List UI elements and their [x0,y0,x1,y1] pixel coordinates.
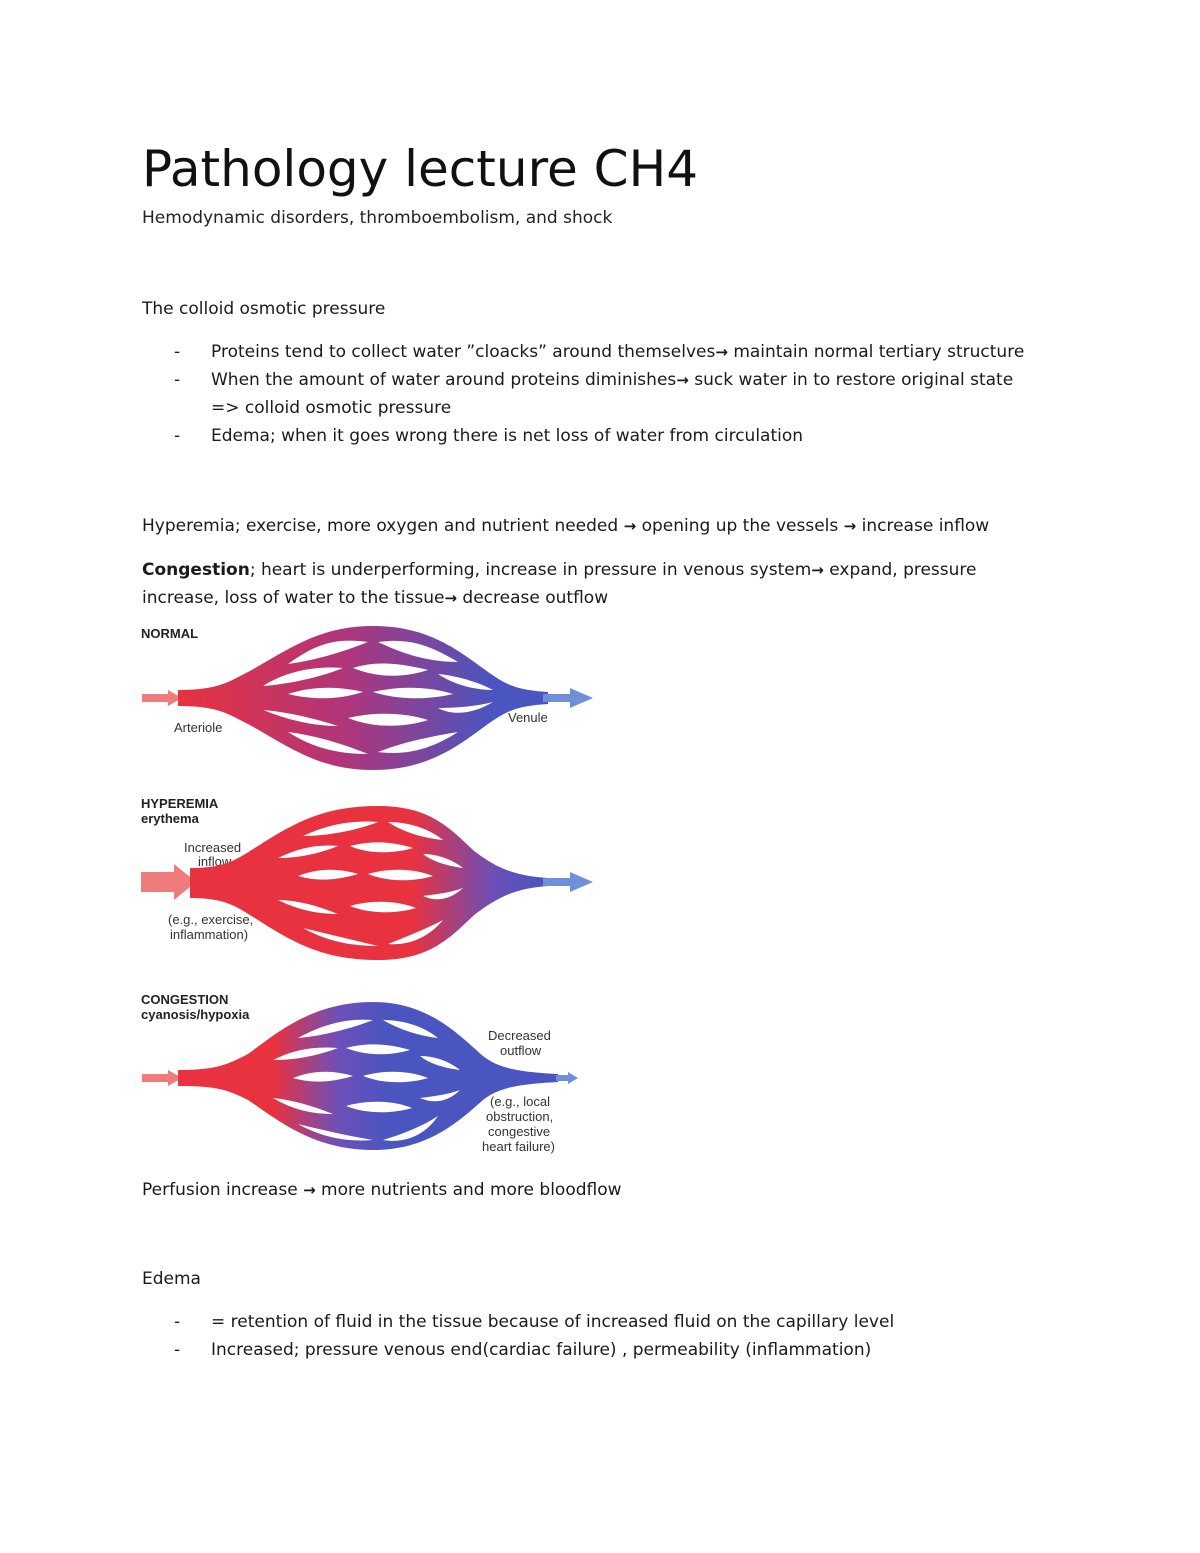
congestion-cause-label-4: heart failure) [482,1139,555,1154]
document-title: Pathology lecture CH4 [142,140,699,198]
normal-panel [141,626,593,770]
outflow-arrow-icon [556,1072,578,1084]
arrow-icon: → [444,589,458,607]
bullet-text: = retention of fluid in the tissue because of increased fluid on the capillary level [211,1312,895,1332]
decreased-outflow-label-1: Decreased [488,1028,551,1043]
congestion-cause-label-1: (e.g., local [490,1094,550,1109]
venule-label: Venule [508,710,548,725]
decreased-outflow-label-2: outflow [500,1043,542,1058]
document-subtitle: Hemodynamic disorders, thromboembolism, and shock [142,208,613,228]
bullet-text: Edema; when it goes wrong there is net loss of water from circulation [211,426,804,446]
bullet-dash: - [174,370,181,390]
inflow-arrow-icon [141,864,196,900]
bullet-dash: - [174,1312,181,1332]
vascular-flow-diagram [138,620,608,1160]
congestion-subtitle: cyanosis/hypoxia [141,1007,250,1022]
arrow-icon: → [715,343,728,361]
perfusion-paragraph: Perfusion increase → more nutrients and more bloodflow [142,1180,622,1200]
arteriole-label: Arteriole [174,720,223,735]
arrow-icon: → [676,371,689,389]
bullet-dash: - [174,1340,181,1360]
congestion-title: CONGESTION [141,992,229,1007]
arrow-icon: → [303,1181,316,1199]
congestion-paragraph-line-2: increase, loss of water to the tissue→ decrease outflow [142,588,609,608]
hyperemia-paragraph: Hyperemia; exercise, more oxygen and nutrient needed → opening up the vessels → increase inflow [142,516,990,536]
hyperemia-cause-label-1: (e.g., exercise, [168,912,254,927]
bullet-text: Increased; pressure venous end(cardiac failure) , permeability (inflammation) [211,1340,872,1360]
outflow-arrow-icon [543,872,593,892]
bullet-text: When the amount of water around proteins diminishes→ suck water in to restore original state [211,370,1014,390]
arrow-icon: → [843,517,857,535]
increased-inflow-label-2: inflow [198,854,232,869]
bullet-dash: - [174,426,181,446]
bullet-dash: - [174,342,181,362]
inflow-arrow-icon [142,690,182,706]
normal-vessel-bed [178,626,548,770]
edema-heading: Edema [142,1269,201,1289]
congestion-cause-label-2: obstruction, [486,1109,554,1124]
arrow-icon: → [623,517,637,535]
bullet-text: Proteins tend to collect water ”cloacks” around themselves→ maintain normal tertiary structure [211,342,1025,362]
outflow-arrow-icon [543,688,593,708]
inflow-arrow-icon [142,1070,182,1086]
colloid-heading: The colloid osmotic pressure [142,299,386,319]
bullet-text: => colloid osmotic pressure [211,398,452,418]
congestion-paragraph-line-1: Congestion; heart is underperforming, increase in pressure in venous system→ expand, pressure [142,560,977,580]
normal-title: NORMAL [141,626,199,641]
hyperemia-title: HYPEREMIA [141,796,219,811]
hyperemia-cause-label-2: inflammation) [170,927,249,942]
increased-inflow-label-1: Increased [184,840,242,855]
congestion-cause-label-3: congestive [488,1124,551,1139]
arrow-icon: → [811,561,824,579]
congestion-panel [141,992,578,1154]
hyperemia-subtitle: erythema [141,811,199,826]
hyperemia-panel [141,796,593,960]
